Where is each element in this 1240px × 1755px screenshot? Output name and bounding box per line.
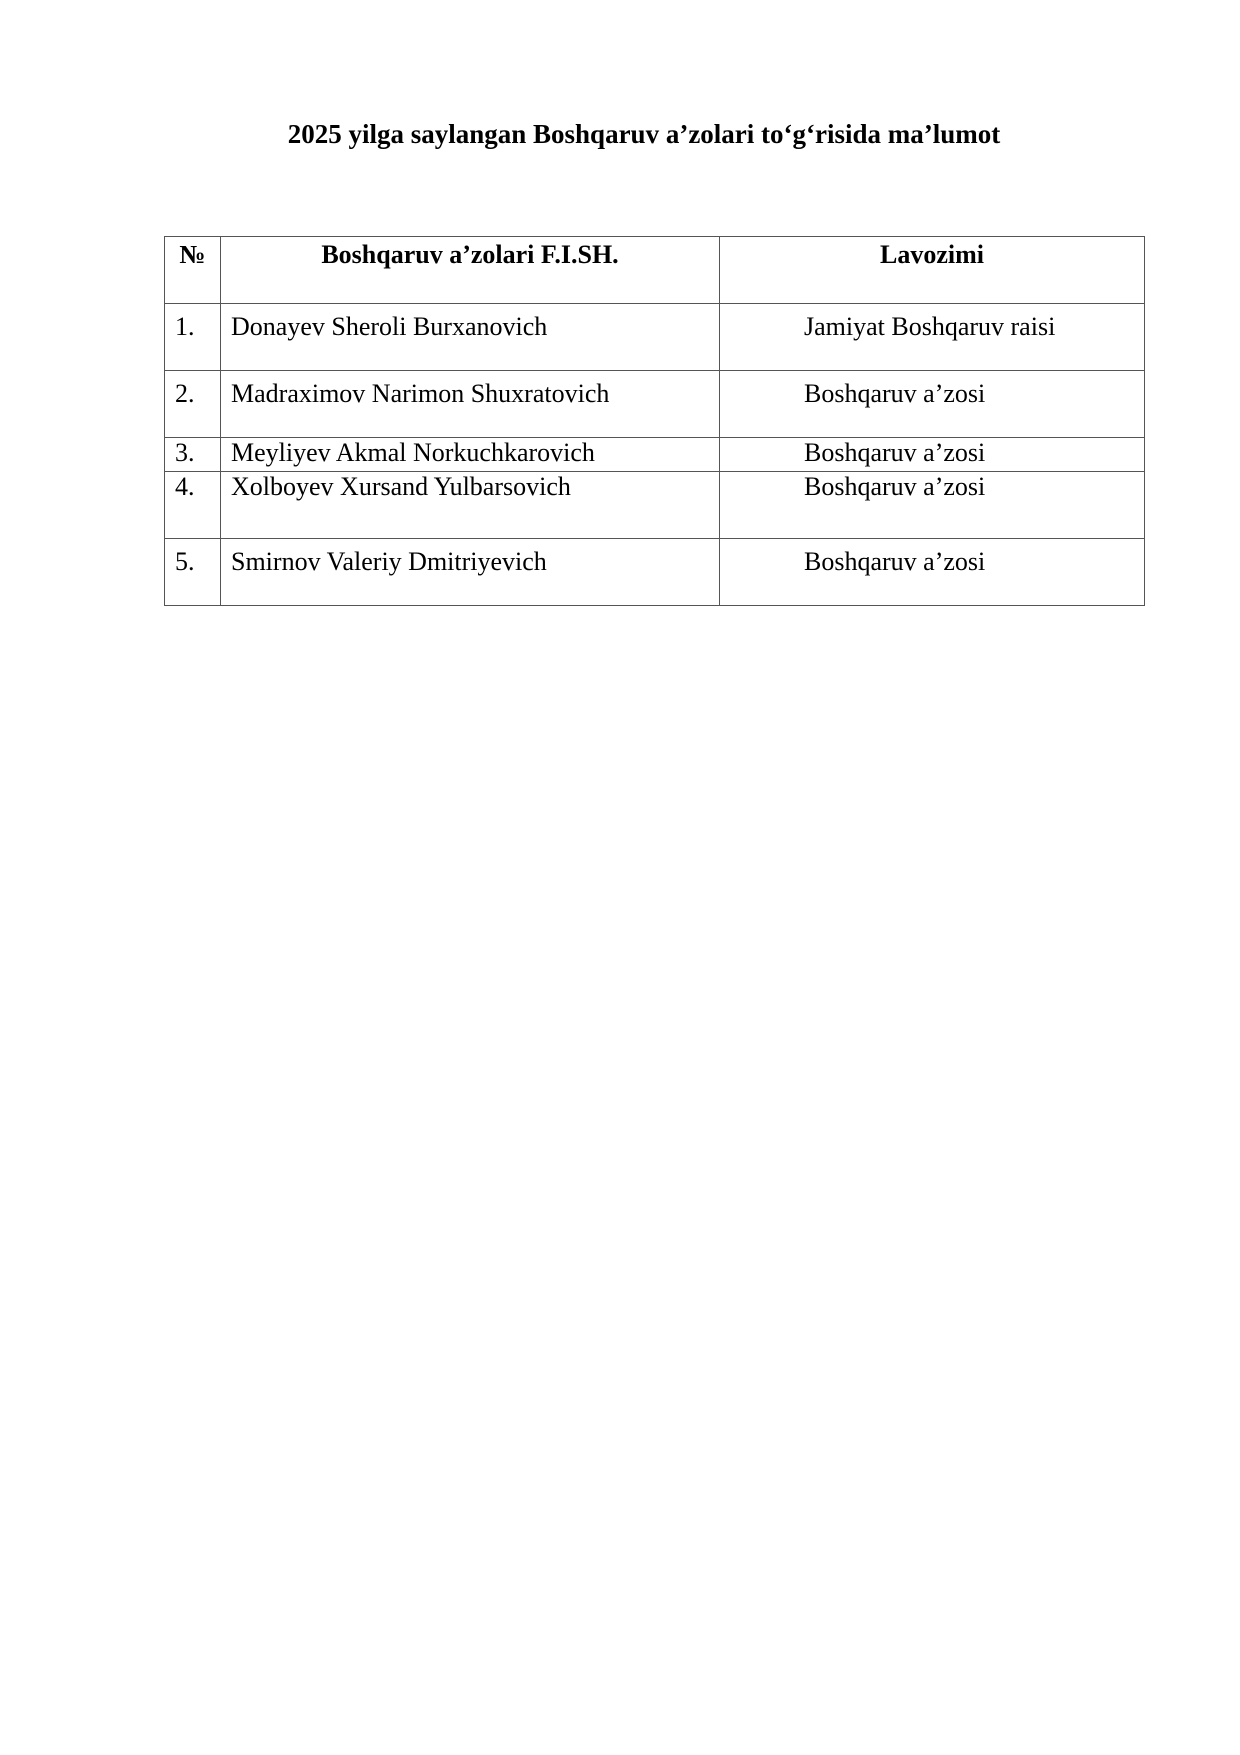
table-row (165, 438, 1145, 472)
member-name: Smirnov Valeriy Dmitriyevich (221, 539, 720, 606)
member-name: Xolboyev Xursand Yulbarsovich (221, 472, 720, 539)
member-name: Donayev Sheroli Burxanovich (221, 304, 720, 371)
table-row (165, 304, 1145, 371)
member-name: Meyliyev Akmal Norkuchkarovich (221, 438, 720, 472)
header-position: Lavozimi (720, 237, 1145, 304)
header-full-name: Boshqaruv a’zolari F.I.SH. (221, 237, 720, 304)
member-position: Jamiyat Boshqaruv raisi (720, 304, 1145, 371)
table-row (165, 539, 1145, 606)
member-position: Boshqaruv a’zosi (720, 472, 1145, 539)
member-position: Boshqaruv a’zosi (720, 371, 1145, 438)
board-members-table (164, 236, 1145, 606)
table-row (165, 472, 1145, 539)
header-number: № (165, 237, 221, 304)
member-name: Madraximov Narimon Shuxratovich (221, 371, 720, 438)
row-number: 3. (165, 438, 221, 472)
row-number: 1. (165, 304, 221, 371)
row-number: 4. (165, 472, 221, 539)
table-row (165, 371, 1145, 438)
row-number: 5. (165, 539, 221, 606)
member-position: Boshqaruv a’zosi (720, 438, 1145, 472)
member-position: Boshqaruv a’zosi (720, 539, 1145, 606)
document-title: 2025 yilga saylangan Boshqaruv a’zolari to‘g‘risida ma’lumot (287, 119, 1001, 149)
row-number: 2. (165, 371, 221, 438)
table-header-row (165, 237, 1145, 304)
